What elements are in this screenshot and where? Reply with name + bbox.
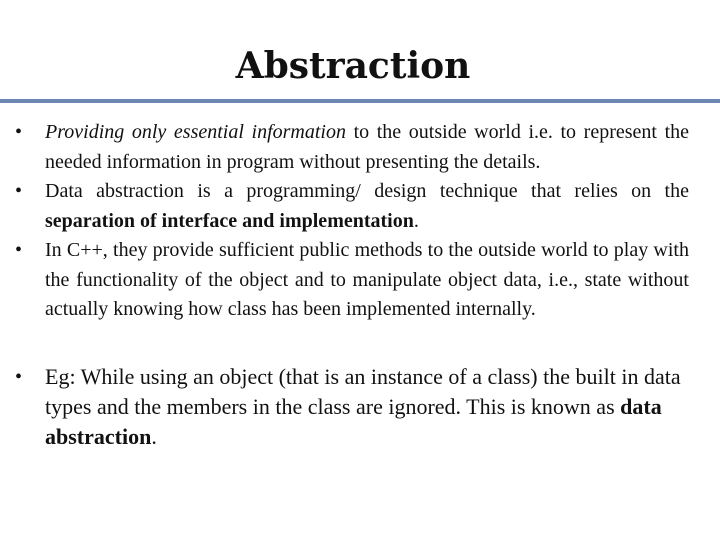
bullet-text-end: . <box>413 209 419 232</box>
bullet-italic-lead: Providing only essential information <box>45 121 346 143</box>
bullet-text-end: . <box>151 423 157 449</box>
bullet-text: to the outside world i.e. to represent the needed information in program without presenting the details. <box>45 121 690 173</box>
bullet-bold-phrase: data abstraction <box>45 393 662 449</box>
bullet-marker: • <box>15 239 23 261</box>
bullet-text: Eg: While using an object (that is an instance of a class) the built in data types and the members in the class are ignored. This is known as <box>45 363 681 419</box>
bullet-marker: • <box>15 365 23 388</box>
bullet-text: Data abstraction is a programming/ design technique that relies on the <box>45 180 689 202</box>
title-divider <box>0 99 720 103</box>
bullet-text: In C++, they provide sufficient public methods to the outside world to play with the functionality of the object and to manipulate object data, i.e., state without actually knowing how class has been implemented internally. <box>45 239 689 320</box>
bullet-marker: • <box>15 180 23 202</box>
bullet-item-essential-info <box>0 118 720 177</box>
slide-title: Abstraction <box>235 45 471 87</box>
bullet-list <box>0 118 720 452</box>
bullet-bold-phrase: separation of interface and implementation <box>45 209 414 232</box>
bullet-marker: • <box>15 121 23 143</box>
bullet-item-cpp-methods <box>0 236 720 325</box>
bullet-item-data-abstraction <box>0 177 720 236</box>
bullet-item-example <box>0 362 720 452</box>
